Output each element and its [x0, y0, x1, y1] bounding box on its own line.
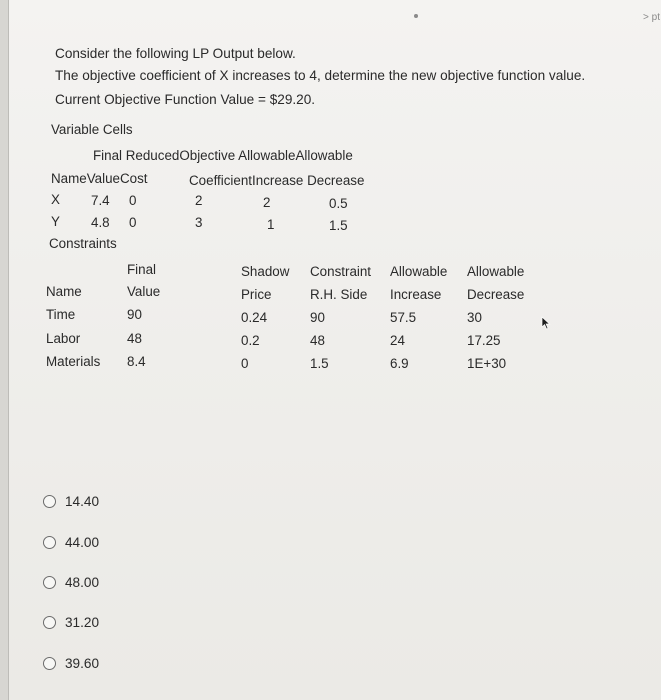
constraint-materials-rhs: 1.5: [310, 356, 329, 371]
constraint-time-shadow: 0.24: [241, 310, 268, 325]
answer-option-label: 31.20: [65, 615, 100, 630]
answer-option-5[interactable]: [43, 656, 99, 671]
question-line-3: Current Objective Function Value = $29.20.: [55, 92, 316, 107]
constraints-header-rhs: R.H. Side: [310, 287, 368, 302]
constraint-labor-decrease: 17.25: [467, 333, 501, 348]
constraints-header-allowable-dec: Allowable: [467, 264, 525, 279]
var-y-value: 4.8: [91, 215, 110, 230]
answer-option-label: 44.00: [65, 535, 100, 550]
constraint-labor-shadow: 0.2: [241, 333, 260, 348]
answer-option-4[interactable]: [43, 615, 99, 630]
constraints-header-name: Name: [46, 284, 82, 299]
constraint-materials-increase: 6.9: [390, 356, 409, 371]
constraint-time-final: 90: [127, 307, 142, 322]
answer-option-1[interactable]: [43, 494, 99, 509]
var-x-coefficient: 2: [195, 193, 203, 208]
constraints-header-decrease: Decrease: [467, 287, 525, 302]
radio-button-icon[interactable]: [43, 657, 56, 670]
points-badge: > pt: [643, 12, 660, 23]
var-y-decrease: 1.5: [329, 218, 348, 233]
var-y-name: Y: [51, 214, 60, 229]
constraint-time-increase: 57.5: [390, 310, 417, 325]
variable-cells-header-row-1: Final ReducedObjective AllowableAllowable: [93, 148, 353, 163]
constraint-materials-decrease: 1E+30: [467, 356, 507, 371]
constraint-labor-final: 48: [127, 331, 142, 346]
constraints-header-value: Value: [127, 284, 161, 299]
variable-cells-header-row-2-right: CoefficientIncrease Decrease: [189, 173, 365, 188]
var-y-increase: 1: [267, 217, 275, 232]
answer-option-label: 39.60: [65, 656, 100, 671]
radio-button-icon[interactable]: [43, 536, 56, 549]
constraint-labor-name: Labor: [46, 331, 81, 346]
var-x-cost: 0: [129, 193, 137, 208]
radio-button-icon[interactable]: [43, 495, 56, 508]
constraints-header-increase: Increase: [390, 287, 442, 302]
constraints-header-shadow: Shadow: [241, 264, 290, 279]
answer-option-2[interactable]: [43, 535, 99, 550]
constraints-header-constraint: Constraint: [310, 264, 372, 279]
constraint-time-name: Time: [46, 307, 76, 322]
variable-cells-title: Variable Cells: [51, 122, 133, 137]
mouse-cursor-icon: [541, 316, 551, 330]
var-x-name: X: [51, 192, 60, 207]
constraints-header-final: Final: [127, 262, 157, 277]
var-x-increase: 2: [263, 195, 271, 210]
var-y-cost: 0: [129, 215, 137, 230]
constraints-header-allowable-inc: Allowable: [390, 264, 448, 279]
constraint-time-decrease: 30: [467, 310, 482, 325]
constraints-header-price: Price: [241, 287, 272, 302]
constraint-labor-rhs: 48: [310, 333, 325, 348]
question-line-1: Consider the following LP Output below.: [55, 46, 296, 61]
constraint-labor-increase: 24: [390, 333, 405, 348]
constraints-title: Constraints: [49, 236, 117, 251]
answer-option-3[interactable]: [43, 575, 99, 590]
var-x-decrease: 0.5: [329, 196, 348, 211]
var-x-value: 7.4: [91, 193, 110, 208]
radio-button-icon[interactable]: [43, 576, 56, 589]
var-y-coefficient: 3: [195, 215, 203, 230]
answer-option-label: 14.40: [65, 494, 100, 509]
variable-cells-header-row-2-left: NameValueCost: [51, 171, 148, 186]
decorative-dot: [414, 14, 418, 18]
question-line-2: The objective coefficient of X increases to 4, determine the new objective function value.: [55, 68, 586, 83]
constraint-time-rhs: 90: [310, 310, 325, 325]
constraint-materials-name: Materials: [46, 354, 101, 369]
question-panel: [8, 0, 661, 700]
answer-option-label: 48.00: [65, 575, 100, 590]
constraint-materials-shadow: 0: [241, 356, 249, 371]
radio-button-icon[interactable]: [43, 616, 56, 629]
constraint-materials-final: 8.4: [127, 354, 146, 369]
